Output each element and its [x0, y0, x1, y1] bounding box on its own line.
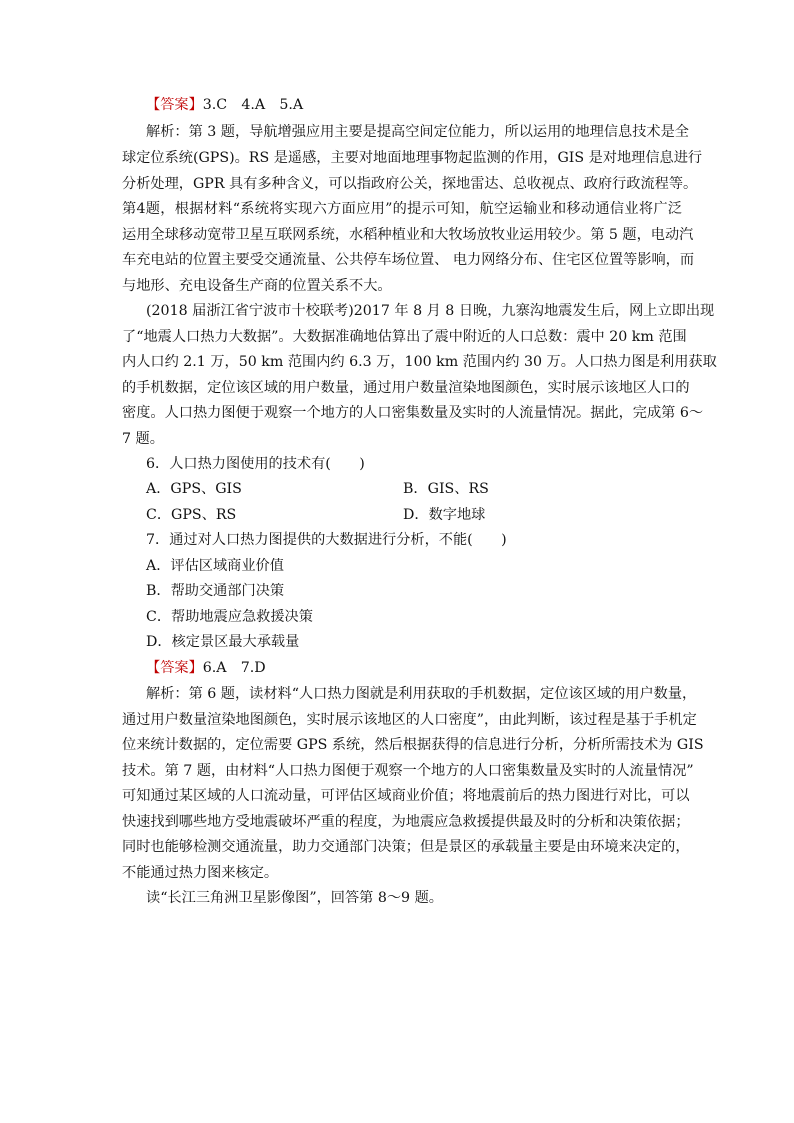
- analysis-line: 通过用户数量渲染地图颜色，实时展示该地区的人口密度”，由此判断，该过程是基于手机定: [122, 712, 697, 728]
- analysis-line: 同时也能够检测交通流量，助力交通部门决策；但是景区的承载量主要是由环境来决定的，: [122, 839, 690, 855]
- material-line: 密度。人口热力图便于观察一个地方的人口密集数量及实时的人流量情况。据此，完成第 6～: [122, 405, 704, 421]
- question-7-option-a: A．评估区域商业价值: [146, 558, 284, 574]
- analysis-line: 车充电站的位置主要受交通流量、公共停车场位置、 电力网络分布、住宅区位置等影响，而: [122, 252, 695, 268]
- analysis-line: 第4题，根据材料“系统将实现六方面应用”的提示可知，航空运输业和移动通信业将广泛: [122, 201, 682, 217]
- question-6-stem: 6．人口热力图使用的技术有( ): [146, 456, 365, 472]
- question-7-option-d: D．核定景区最大承载量: [146, 634, 300, 650]
- analysis-line: 球定位系统(GPS)。RS 是遥感，主要对地面地理事物起监测的作用，GIS 是对地理信息进行: [122, 150, 703, 166]
- material-line: 的手机数据，定位该区域的用户数量，通过用户数量渲染地图颜色，实时展示该地区人口的: [122, 380, 690, 396]
- material-line: 了“地震人口热力大数据”。大数据准确地估算出了震中附近的人口总数：震中 20 km 范围: [122, 329, 687, 345]
- analysis-line: 可知通过某区域的人口流动量，可评估区域商业价值；将地震前后的热力图进行对比，可以: [122, 788, 690, 804]
- question-7-option-b: B．帮助交通部门决策: [146, 583, 285, 599]
- analysis-line: 分析处理，GPR 具有多种含义，可以指政府公关，探地雷达、总收视点、政府行政流程等。: [122, 176, 698, 192]
- question-6-option-b: B．GIS、RS: [403, 481, 489, 497]
- question-6-option-d: D．数字地球: [403, 507, 486, 523]
- answer-label: 【答案】: [146, 660, 203, 676]
- analysis-line: 运用全球移动宽带卫星互联网系统，水稻种植业和大牧场放牧业运用较少。第 5 题，电动汽: [122, 227, 694, 243]
- analysis-line: 不能通过热力图来核定。: [122, 865, 279, 881]
- next-question-prompt: 读“长江三角洲卫星影像图”，回答第 8～9 题。: [146, 890, 443, 906]
- material-line: 7 题。: [122, 431, 164, 447]
- question-7-option-c: C．帮助地震应急救援决策: [146, 609, 313, 625]
- answer-text: 6.A 7.D: [202, 660, 266, 676]
- analysis-line: 与地形、充电设备生产商的位置关系不大。: [122, 278, 392, 294]
- question-6-option-c: C．GPS、RS: [146, 507, 237, 523]
- analysis-line: 解析：第 6 题，读材料“人口热力图就是利用获取的手机数据，定位该区域的用户数量，: [146, 686, 697, 702]
- analysis-line: 快速找到哪些地方受地震破坏严重的程度，为地震应急救援提供最及时的分析和决策依据；: [122, 814, 690, 830]
- analysis-line: 位来统计数据的，定位需要 GPS 系统，然后根据获得的信息进行分析，分析所需技术为 GIS: [122, 737, 704, 753]
- answer-6-7: [146, 656, 682, 680]
- analysis-line: 解析：第 3 题，导航增强应用主要是提高空间定位能力，所以运用的地理信息技术是全: [146, 124, 689, 140]
- question-7-stem: 7．通过对人口热力图提供的大数据进行分析，不能( ): [146, 532, 507, 548]
- analysis-line: 技术。第 7 题，由材料“人口热力图便于观察一个地方的人口密集数量及实时的人流量情况”: [122, 763, 694, 779]
- answer-3-5: [146, 93, 682, 117]
- question-6-option-a: A．GPS、GIS: [146, 481, 242, 497]
- answer-text: 3.C 4.A 5.A: [202, 97, 304, 113]
- material-line: 内人口约 2.1 万，50 km 范围内约 6.3 万，100 km 范围内约 30 万。人口热力图是利用获取: [122, 354, 717, 370]
- material-line: (2018 届浙江省宁波市十校联考)2017 年 8 月 8 日晚，九寨沟地震发生后，网上立即出现: [146, 303, 715, 319]
- answer-label: 【答案】: [146, 97, 203, 113]
